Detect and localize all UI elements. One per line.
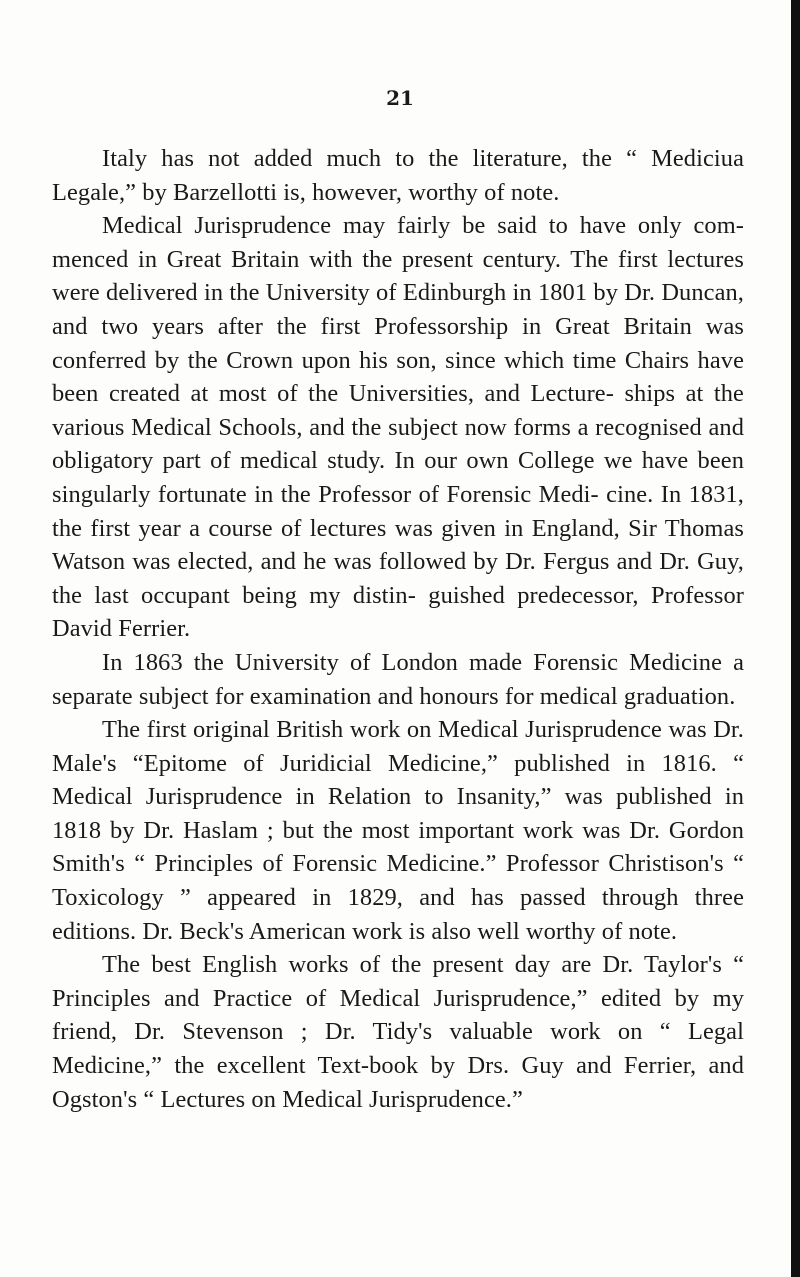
paragraph-great-britain: Medical Jurisprudence may fairly be said to have only com- menced in Great Britain with the present century. The first lectures were delivered in the University of Edinburgh in 1801 by Dr. Duncan, and two years after the first Professorship in Great Britain was conferred by the Crown upon his son, since which time Chairs have been created at most of the Universities, and Lecture- ships at the various Medical Schools, and the subject now forms a recognised and obligatory part of medical study. In our own College we have been singularly fortunate in the Professor of Forensic Medi- cine. In 1831, the first year a course of lectures was given in England, Sir Thomas Watson was elected, and he was followed by Dr. Fergus and Dr. Guy, the last occupant being my distin- guished predecessor, Professor David Ferrier. [52, 212, 744, 643]
paragraph-british-works: The first original British work on Medical Jurisprudence was Dr. Male's “Epitome of Juridicial Medicine,” published in 1816. “ Medical Jurisprudence in Relation to Insanity,” was published in 1818 by Dr. Haslam ; but the most important work was Dr. Gordon Smith's “ Principles of Forensic Medicine.” Professor Christison's “ Toxicology ” appeared in 1829, and has passed through three editions. Dr. Beck's American work is also well worthy of note. [52, 716, 744, 945]
paragraph-english-works: The best English works of the present day are Dr. Taylor's “ Principles and Practice of Medical Jurisprudence,” edited by my friend, Dr. Stevenson ; Dr. Tidy's valuable work on “ Legal Medicine,” the excellent Text-book by Drs. Guy and Ferrier, and Ogston's “ Lectures on Medical Jurisprudence.” [52, 951, 744, 1113]
page-number: 21 [386, 86, 414, 110]
page-edge-shadow [791, 0, 800, 1277]
paragraph-italy: Italy has not added much to the literature, the “ Mediciua Legale,” by Barzellotti is, however, worthy of note. [52, 145, 744, 206]
paragraph-london-1863: In 1863 the University of London made Forensic Medicine a separate subject for examination and honours for medical graduation. [52, 648, 744, 710]
body-text [52, 142, 744, 1116]
